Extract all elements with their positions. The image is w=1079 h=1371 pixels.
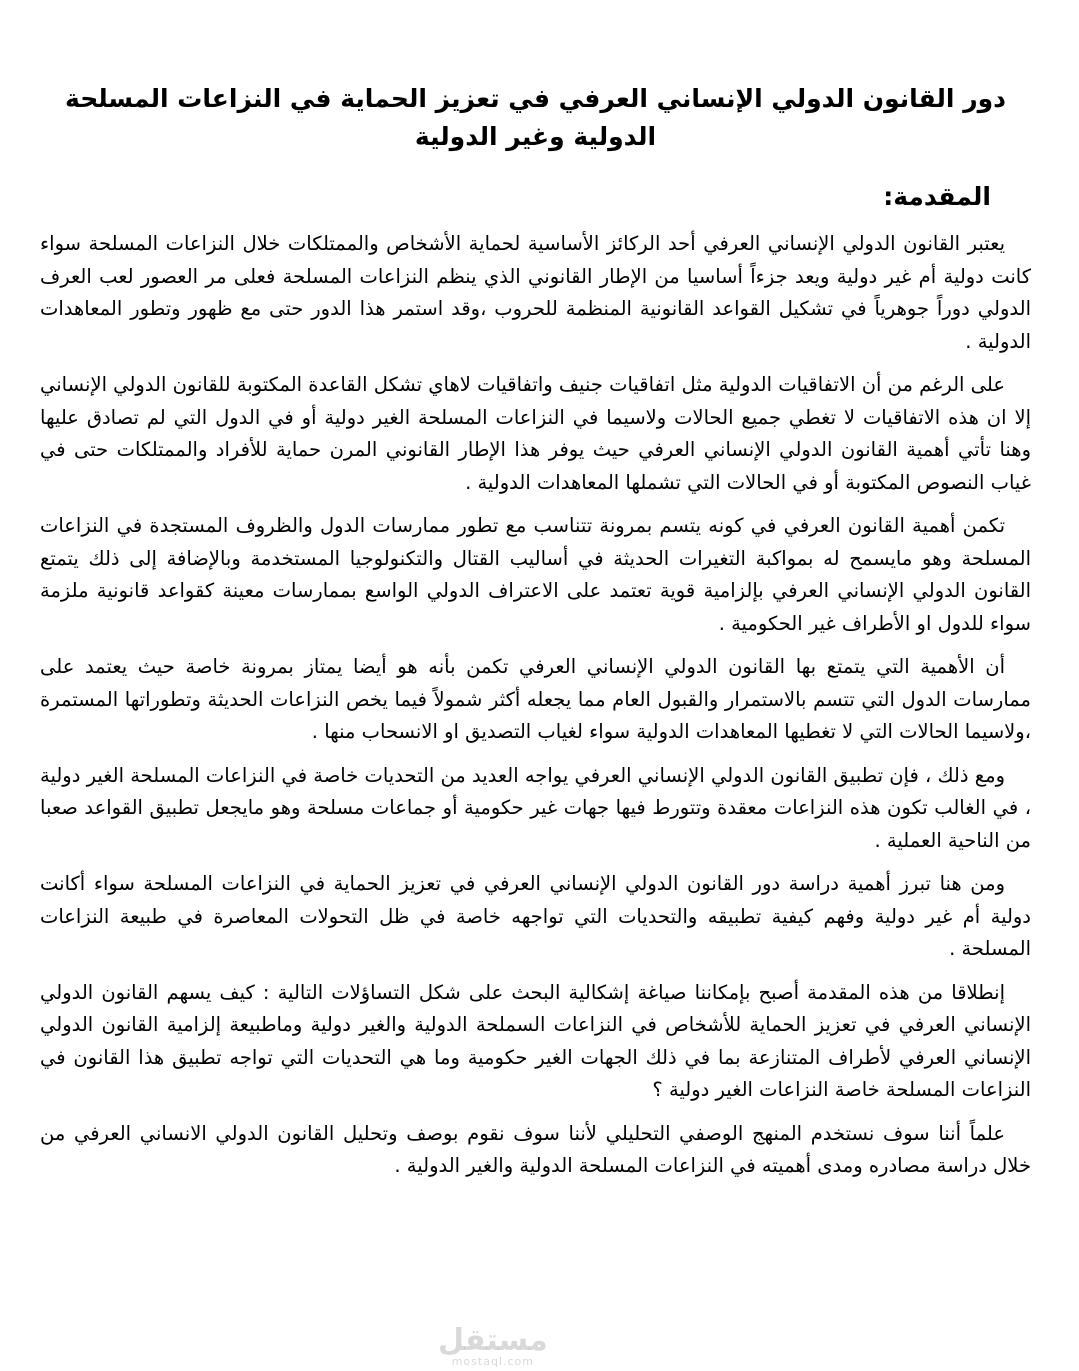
- paragraph-6: ومن هنا تبرز أهمية دراسة دور القانون الدولي الإنساني العرفي في تعزيز الحماية في النزاعات المسلحة سواء أكانت دولية أم غير دولية وفهم كيفية تطبيقه والتحديات التي تواجهه خاصة في ظل التحولات المعاصرة في طبيعة النزاعات المسلحة .: [40, 872, 1031, 960]
- watermark-logo: [438, 1323, 548, 1368]
- paragraph-4: أن الأهمية التي يتمتع بها القانون الدولي الإنساني العرفي تكمن بأنه هو أيضا يمتاز بمرونة خاصة حيث يعتمد على ممارسات الدول التي تتسم بالاستمرار والقبول العام مما يجعله أكثر شمولاً فيما يخص النزاعات الحديثة وتطوراتها المستمرة ،ولاسيما الحالات التي لا تغطيها المعاهدات الدولية سواء لغياب التصديق او الانسحاب منها .: [40, 655, 1031, 743]
- paragraph-1: يعتبر القانون الدولي الإنساني العرفي أحد الركائز الأساسية لحماية الأشخاص والممتلكات خلال النزاعات المسلحة سواء كانت دولية أم غير دولية ويعد جزءاً أساسيا من الإطار القانوني الذي ينظم النزاعات المسلحة فعلى مر العصور لعب العرف الدولي دوراً جوهرياً في تشكيل القواعد القانونية المنظمة للحروب ،وقد استمر هذا الدور حتى مع ظهور وتطور المعاهدات الدولية .: [40, 232, 1031, 353]
- intro-heading: المقدمة:: [883, 182, 991, 211]
- watermark-latin: mostaql.com: [451, 1355, 534, 1368]
- watermark-arabic: مستقل: [438, 1323, 548, 1358]
- paragraph-7: إنطلاقا من هذه المقدمة أصبح بإمكاننا صياغة إشكالية البحث على شكل التساؤلات التالية : كيف يسهم القانون الدولي الإنساني العرفي في تعزيز الحماية للأشخاص في النزاعات السملحة الدولية والغير دولية وماطبيعة إلزامية القانون الدولي الإنساني العرفي لأطراف المتنازعة بما في ذلك الجهات الغير حكومية وما هي التحديات التي تواجه تطبيق هذا القانون في النزاعات المسلحة خاصة النزاعات الغير دولية ؟: [40, 980, 1031, 1101]
- paragraph-3: تكمن أهمية القانون العرفي في كونه يتسم بمرونة تتناسب مع تطور ممارسات الدول والظروف المستجدة في النزاعات المسلحة وهو مايسمح له بمواكبة التغيرات الحديثة في أساليب القتال والتكنولوجيا المستخدمة وبالإضافة إلى ذلك يتمتع القانون الدولي الإنساني العرفي بإلزامية قوية تعتمد على الاعتراف الدولي الواسع بممارسات معينة كقواعد قانونية ملزمة سواء للدول او الأطراف غير الحكومية .: [40, 514, 1031, 635]
- paragraph-5: ومع ذلك ، فإن تطبيق القانون الدولي الإنساني العرفي يواجه العديد من التحديات خاصة في النزاعات المسلحة الغير دولية ، في الغالب تكون هذه النزاعات معقدة وتتورط فيها جهات غير حكومية أو جماعات مسلحة وهو مايجعل تطبيق القواعد صعبا من الناحية العملية .: [40, 763, 1031, 852]
- paragraph-8: علماً أننا سوف نستخدم المنهج الوصفي التحليلي لأننا سوف نقوم بوصف وتحليل القانون الدولي الانساني العرفي من خلال دراسة مصادره ومدى أهميته في النزاعات المسلحة الدولية والغير الدولية .: [40, 1121, 1031, 1177]
- document-title: دور القانون الدولي الإنساني العرفي في تعزيز الحماية في النزاعات المسلحة الدولية وغير الدولية: [65, 84, 1006, 151]
- paragraph-2: على الرغم من أن الاتفاقيات الدولية مثل اتفاقيات جنيف واتفاقيات لاهاي تشكل القاعدة المكتوبة للقانون الدولي الإنساني إلا ان هذه الاتفاقيات لا تغطي جميع الحالات ولاسيما في النزاعات المسلحة الغير دولية أو في الدول التي لم تصادق عليها وهنا تأتي أهمية القانون الدولي الإنساني العرفي حيث يوفر هذا الإطار القانوني المرن حماية للأفراد والممتلكات حتى في غياب النصوص المكتوبة أو في الحالات التي تشملها المعاهدات الدولية .: [40, 373, 1031, 494]
